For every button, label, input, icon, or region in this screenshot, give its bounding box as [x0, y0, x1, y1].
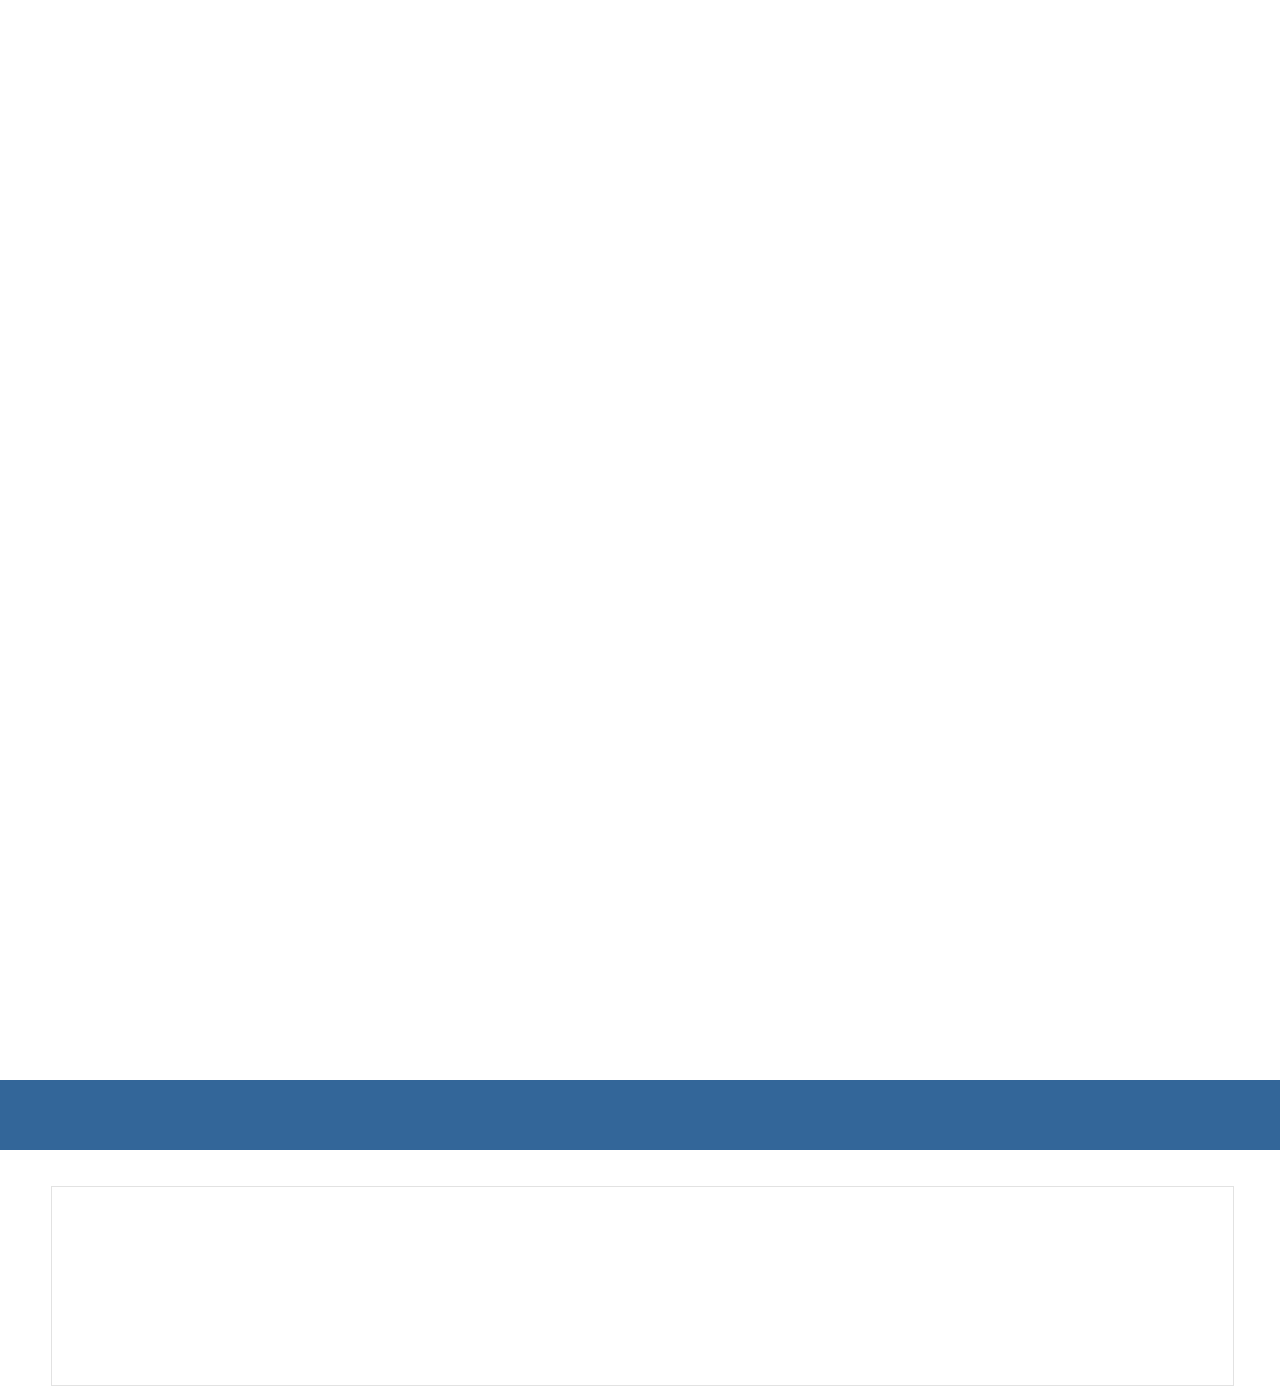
section-banner — [0, 1080, 1280, 1150]
testing-graph-panel — [51, 1186, 1234, 1386]
